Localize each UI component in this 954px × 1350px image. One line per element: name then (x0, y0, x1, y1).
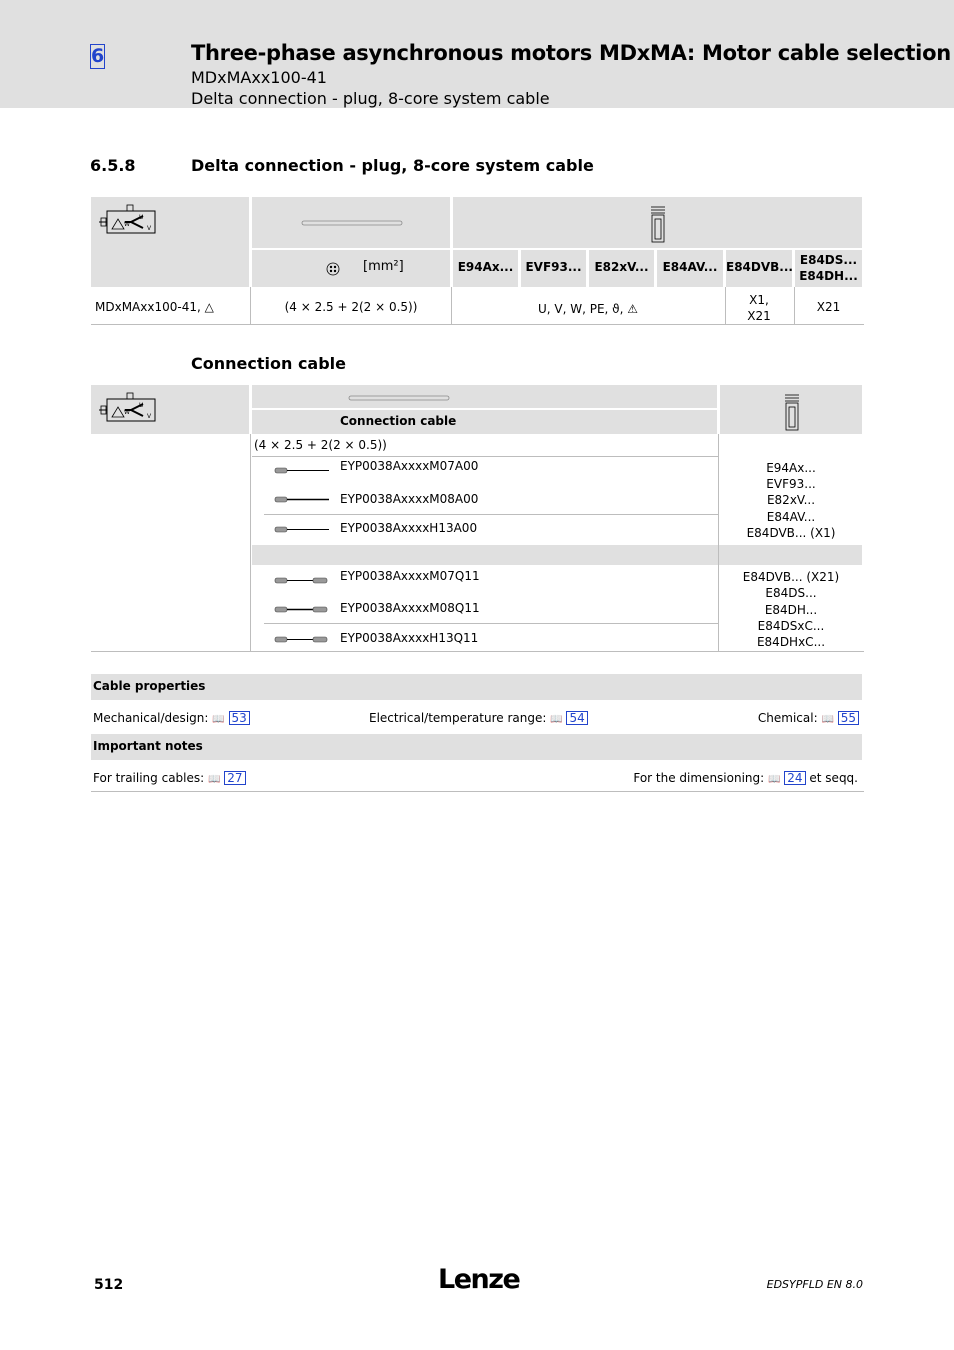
divider (718, 434, 719, 652)
cable-part-number: EYP0038AxxxxH13Q11 (340, 631, 479, 645)
motor-delta-icon (99, 393, 157, 423)
chemical-page-link[interactable]: 55 (838, 711, 859, 725)
chemical-ref (758, 711, 859, 725)
motor-delta-icon (99, 205, 157, 235)
chemical-label: Chemical: (757, 711, 818, 725)
electrical-temperature-ref (369, 711, 588, 725)
mechanical-page-link[interactable]: 53 (229, 711, 250, 725)
controller-icon (650, 205, 666, 243)
target-controller: E84DS... (765, 586, 817, 600)
col-e94ax: E94Ax... (457, 260, 514, 274)
col-e84dh: E84DH... (799, 269, 858, 283)
target-controller: E84DSxC... (757, 619, 825, 633)
trailing-cables-ref (93, 771, 246, 785)
mechanical-design-ref (93, 711, 250, 725)
col-evf93: EVF93... (525, 260, 582, 274)
cable-both-ends-icon (275, 578, 329, 584)
svg-text:V: V (147, 225, 152, 232)
document-id: EDSYPFLD EN 8.0 (766, 1278, 863, 1291)
cable-icon (302, 220, 402, 228)
section-number: 6.5.8 (90, 156, 136, 175)
cable-icon-cell (252, 385, 717, 408)
col-e84ds: E84DS... (799, 253, 858, 267)
divider (794, 287, 795, 325)
cable-end-open-icon (275, 527, 329, 533)
target-controller: E84DVB... (X1) (746, 526, 836, 540)
divider (91, 324, 864, 325)
cable-part-number: EYP0038AxxxxM07Q11 (340, 569, 480, 583)
dvb-x1-cell: X1, (749, 293, 769, 307)
group-separator (252, 545, 862, 565)
dimensioning-ref (633, 771, 858, 785)
cross-section-cell: (4 × 2.5 + 2(2 × 0.5)) (284, 300, 418, 314)
svg-text:U: U (139, 402, 144, 409)
page-title: Three-phase asynchronous motors MDxMA: Motor cable selection (191, 41, 951, 65)
page-number: 512 (94, 1277, 124, 1293)
cable-header-cell (252, 410, 717, 434)
cable-properties-heading-row (91, 674, 862, 700)
electrical-label: Electrical/temperature range: (369, 711, 547, 725)
motor-type-cell: MDxMAxx100-41, △ (95, 300, 214, 314)
mechanical-label: Mechanical/design: (93, 711, 209, 725)
book-icon: 📖 (212, 714, 225, 725)
target-controller: EVF93... (766, 477, 816, 491)
divider (91, 651, 864, 652)
electrical-page-link[interactable]: 54 (566, 711, 587, 725)
cable-icon (349, 395, 449, 403)
svg-text:U: U (139, 214, 144, 221)
page-subtitle-connection: Delta connection - plug, 8-core system cable (191, 89, 550, 108)
chapter-number-link[interactable]: 6 (91, 45, 105, 67)
divider (250, 287, 251, 325)
lenze-logo: Lenze (438, 1264, 520, 1295)
divider (725, 287, 726, 325)
terminals-cell: U, V, W, PE, ϑ, ⚠ (537, 302, 638, 316)
book-icon: 📖 (768, 774, 781, 785)
controller-icon (784, 393, 800, 431)
cross-section-icon (326, 262, 340, 276)
trailing-label: For trailing cables: (93, 771, 205, 785)
book-icon: 📖 (208, 774, 221, 785)
col-e84av: E84AV... (662, 260, 718, 274)
svg-text:W: W (124, 409, 130, 416)
dvb-x21-cell: X21 (747, 309, 771, 323)
dimensioning-page-link[interactable]: 24 (784, 771, 805, 785)
dimensioning-suffix: et seqq. (809, 771, 858, 785)
target-controller: E84DH... (764, 603, 818, 617)
cable-end-open-icon (275, 497, 329, 503)
cable-both-ends-icon (275, 637, 329, 643)
target-controller: E82xV... (766, 493, 816, 507)
svg-text:V: V (147, 413, 152, 420)
section-title: Delta connection - plug, 8-core system cable (191, 156, 594, 175)
important-notes-heading: Important notes (93, 739, 203, 753)
target-controller: E84AV... (766, 510, 816, 524)
unit-label: [mm²] (363, 259, 404, 274)
col-e84dvb: E84DVB... (726, 260, 793, 274)
book-icon: 📖 (550, 714, 563, 725)
target-controller: E84DVB... (X21) (742, 570, 840, 584)
important-notes-heading-row (91, 734, 862, 760)
divider (264, 514, 718, 515)
connection-cable-title: Connection cable (191, 354, 347, 373)
divider (91, 791, 864, 792)
trailing-page-link[interactable]: 27 (224, 771, 245, 785)
col-e82xv: E82xV... (594, 260, 649, 274)
divider (250, 434, 251, 652)
connection-cable-header: Connection cable (340, 414, 457, 428)
cable-part-number: EYP0038AxxxxM07A00 (340, 459, 479, 473)
ds-x21-cell: X21 (816, 300, 841, 314)
page-subtitle-motor: MDxMAxx100-41 (191, 68, 327, 87)
target-controller: E84DHxC... (756, 635, 826, 649)
cable-part-number: EYP0038AxxxxM08A00 (340, 492, 479, 506)
book-icon: 📖 (821, 714, 834, 725)
cable-end-open-icon (275, 468, 329, 474)
cable-both-ends-icon (275, 607, 329, 613)
dimensioning-label: For the dimensioning: (633, 771, 765, 785)
cable-properties-heading: Cable properties (93, 679, 206, 693)
cross-section-label: (4 × 2.5 + 2(2 × 0.5)) (254, 438, 387, 452)
cable-part-number: EYP0038AxxxxH13A00 (340, 521, 478, 535)
cross-section-header-cell (252, 250, 450, 287)
divider (264, 623, 718, 624)
target-controller: E94Ax... (766, 461, 816, 475)
cable-part-number: EYP0038AxxxxM08Q11 (340, 601, 480, 615)
svg-text:W: W (124, 221, 130, 228)
divider (252, 456, 718, 457)
divider (451, 287, 452, 325)
